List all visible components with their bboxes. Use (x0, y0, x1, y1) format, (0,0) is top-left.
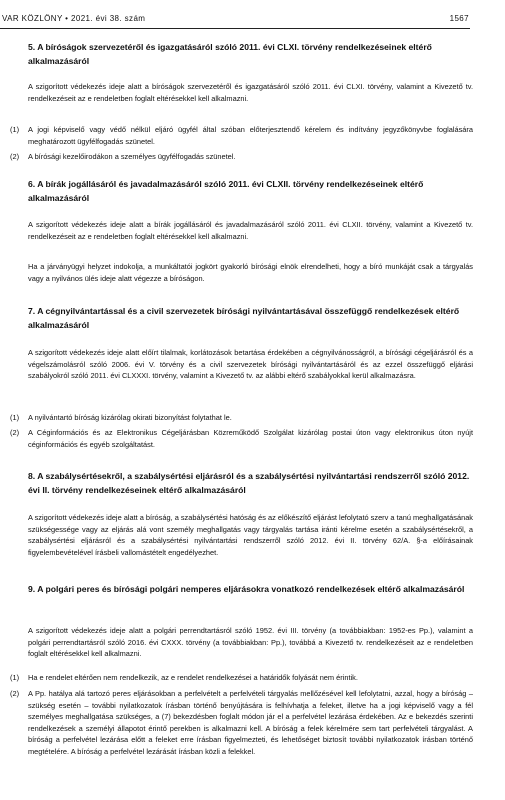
section-8-heading: 8. A szabálysértésekről, a szabálysértési eljárásról és a szabálysértési nyilvántartási rendszerről szóló 2012. évi II. törvény rendelkezéseinek eltérő alkalmazásáról (28, 471, 470, 495)
item-number: (1) (10, 673, 20, 682)
item-text: A jogi képviselő vagy védő nélkül eljáró ügyfél által szóban előterjesztendő kérelem és indítvány jegyzőkönyvbe foglalására meghatározott ügyfélfogadás szünetel. (28, 125, 473, 146)
item-number: (2) (10, 428, 20, 437)
item-number: (1) (10, 413, 20, 422)
item-text: Ha e rendelet eltérően nem rendelkezik, az e rendelet rendelkezései a határidők folyását nem érintik. (28, 673, 358, 682)
item-text: A nyilvántartó bíróság kizárólag okirati bizonyítást folytathat le. (28, 413, 232, 422)
section-5-heading: 5. A bíróságok szervezetéről és igazgatásáról szóló 2011. évi CLXI. törvény rendelkezéseinek eltérő alkalmazásáról (28, 42, 432, 66)
item-text: A Céginformációs és az Elektronikus Cégeljárásban Közreműködő Szolgálat kizárólag postai úton vagy elektronikus úton nyújt céginformációs és egyéb szolgáltatást. (28, 428, 473, 449)
item-text: A Pp. hatálya alá tartozó peres eljárásokban a perfelvételt a perfelvételi tárgyalás mellőzésével kell lefolytatni, azzal, hogy a bíróság – szükség esetén – további nyilatkozatok írásban történő benyújtására is felhívhatja a feleket, illetve ha a jogi képviselő vagy a fél személyes meghallgatása szükséges, a (7) bekezdésben foglalt módon jár el a perfelvétel lezárása érdekében. Az e bekezdés szerinti rendelkezések a személyi állapotot érintő perekben is alkalmazni kell. A bíróság a felek kérelmére sem tart perfelvételi tárgyalást. A bíróság a perfelvétel lezárása előtt a feleket erre írásban figyelmezteti, és lehetőséget biztosít további nyilatkozatok írásban történő megtételére. A bíróság a perfelvétel lezárását írásban közli a felekkel. (28, 689, 473, 756)
page-header (0, 14, 505, 28)
journal-title: VAR KÖZLÖNY • 2021. évi 38. szám (2, 14, 146, 23)
item-text: A bírósági kezelőirodákon a személyes ügyfélfogadás szünetel. (28, 152, 236, 161)
section-7-paragraph: A szigorított védekezés ideje alatt előírt tilalmak, korlátozások betartása érdekében a cégnyilvánosságról, a bírósági cégeljárásról és a végelszámolásról szóló 2006. évi V. törvény és a civil szervezetek bírósági nyilvántartásáról és az ezzel összefüggő eljárási szabályokról szóló 2011. évi CLXXXI. törvény, valamint a Kivezető tv. az alábbi eltérő szabályokkal kerül alkalmazásra. (28, 348, 473, 381)
section-7-heading: 7. A cégnyilvántartással és a civil szervezetek bírósági nyilvántartásával összefüggő rendelkezések eltérő alkalmazásáról (28, 306, 460, 330)
section-5-paragraph: A szigorított védekezés ideje alatt a bíróságok szervezetéről és igazgatásáról szóló 2011. évi CLXI. törvény, valamint a Kivezető tv. rendelkezéseit az e rendeletben foglalt eltérésekkel kell alkalmazni. (28, 82, 473, 103)
section-6-paragraph-1: A szigorított védekezés ideje alatt a bírák jogállásáról és javadalmazásáról szóló 2011. évi CLXII. törvény, valamint a Kivezető tv. rendelkezéseit az e rendeletben foglalt eltérésekkel kell alkalmazni. (28, 220, 473, 241)
section-6-paragraph-2: Ha a járványügyi helyzet indokolja, a munkáltatói jogkört gyakorló bírósági elnök elrendelheti, hogy a bíró munkáját csak a tárgyalás vagy a nyilvános ülés ideje alatt végezze a bíróságon. (28, 262, 473, 283)
page-number: 1567 (449, 14, 469, 23)
item-number: (2) (10, 152, 20, 161)
header-rule (0, 28, 470, 29)
section-9-heading: 9. A polgári peres és bírósági polgári nemperes eljárásokra vonatkozó rendelkezések eltérő alkalmazásáról (28, 584, 465, 594)
section-6-heading: 6. A bírák jogállásáról és javadalmazásáról szóló 2011. évi CLXII. törvény rendelkezéseinek eltérő alkalmazásáról (28, 179, 424, 203)
item-number: (1) (10, 125, 20, 134)
section-9-paragraph: A szigorított védekezés ideje alatt a polgári perrendtartásról szóló 1952. évi III. törvény (a továbbiakban: 1952-es Pp.), valamint a polgári perrendtartásról szóló 2016. évi CXXX. törvény (a továbbiakban: Pp.), továbbá a Kivezető tv. rendelkezéseit az e rendeletben foglalt eltérésekkel kell alkalmazni. (28, 626, 473, 659)
item-number: (2) (10, 689, 20, 698)
section-8-paragraph: A szigorított védekezés ideje alatt a bíróság, a szabálysértési hatóság és az előkészítő eljárást lefolytató szerv a tanú meghallgatásának szükségessége vagy az eljárás alá vont személy meghallgatás vagy tárgyalás tartása iránti kérelme esetén a szabálysértésekről, a szabálysértési eljárásról és a szabálysértési nyilvántartási rendszerről szóló 2012. évi II. törvény 62/A. §-a előírásainak figyelembevételével írásbeli vallomástételt engedélyezhet. (28, 513, 473, 557)
